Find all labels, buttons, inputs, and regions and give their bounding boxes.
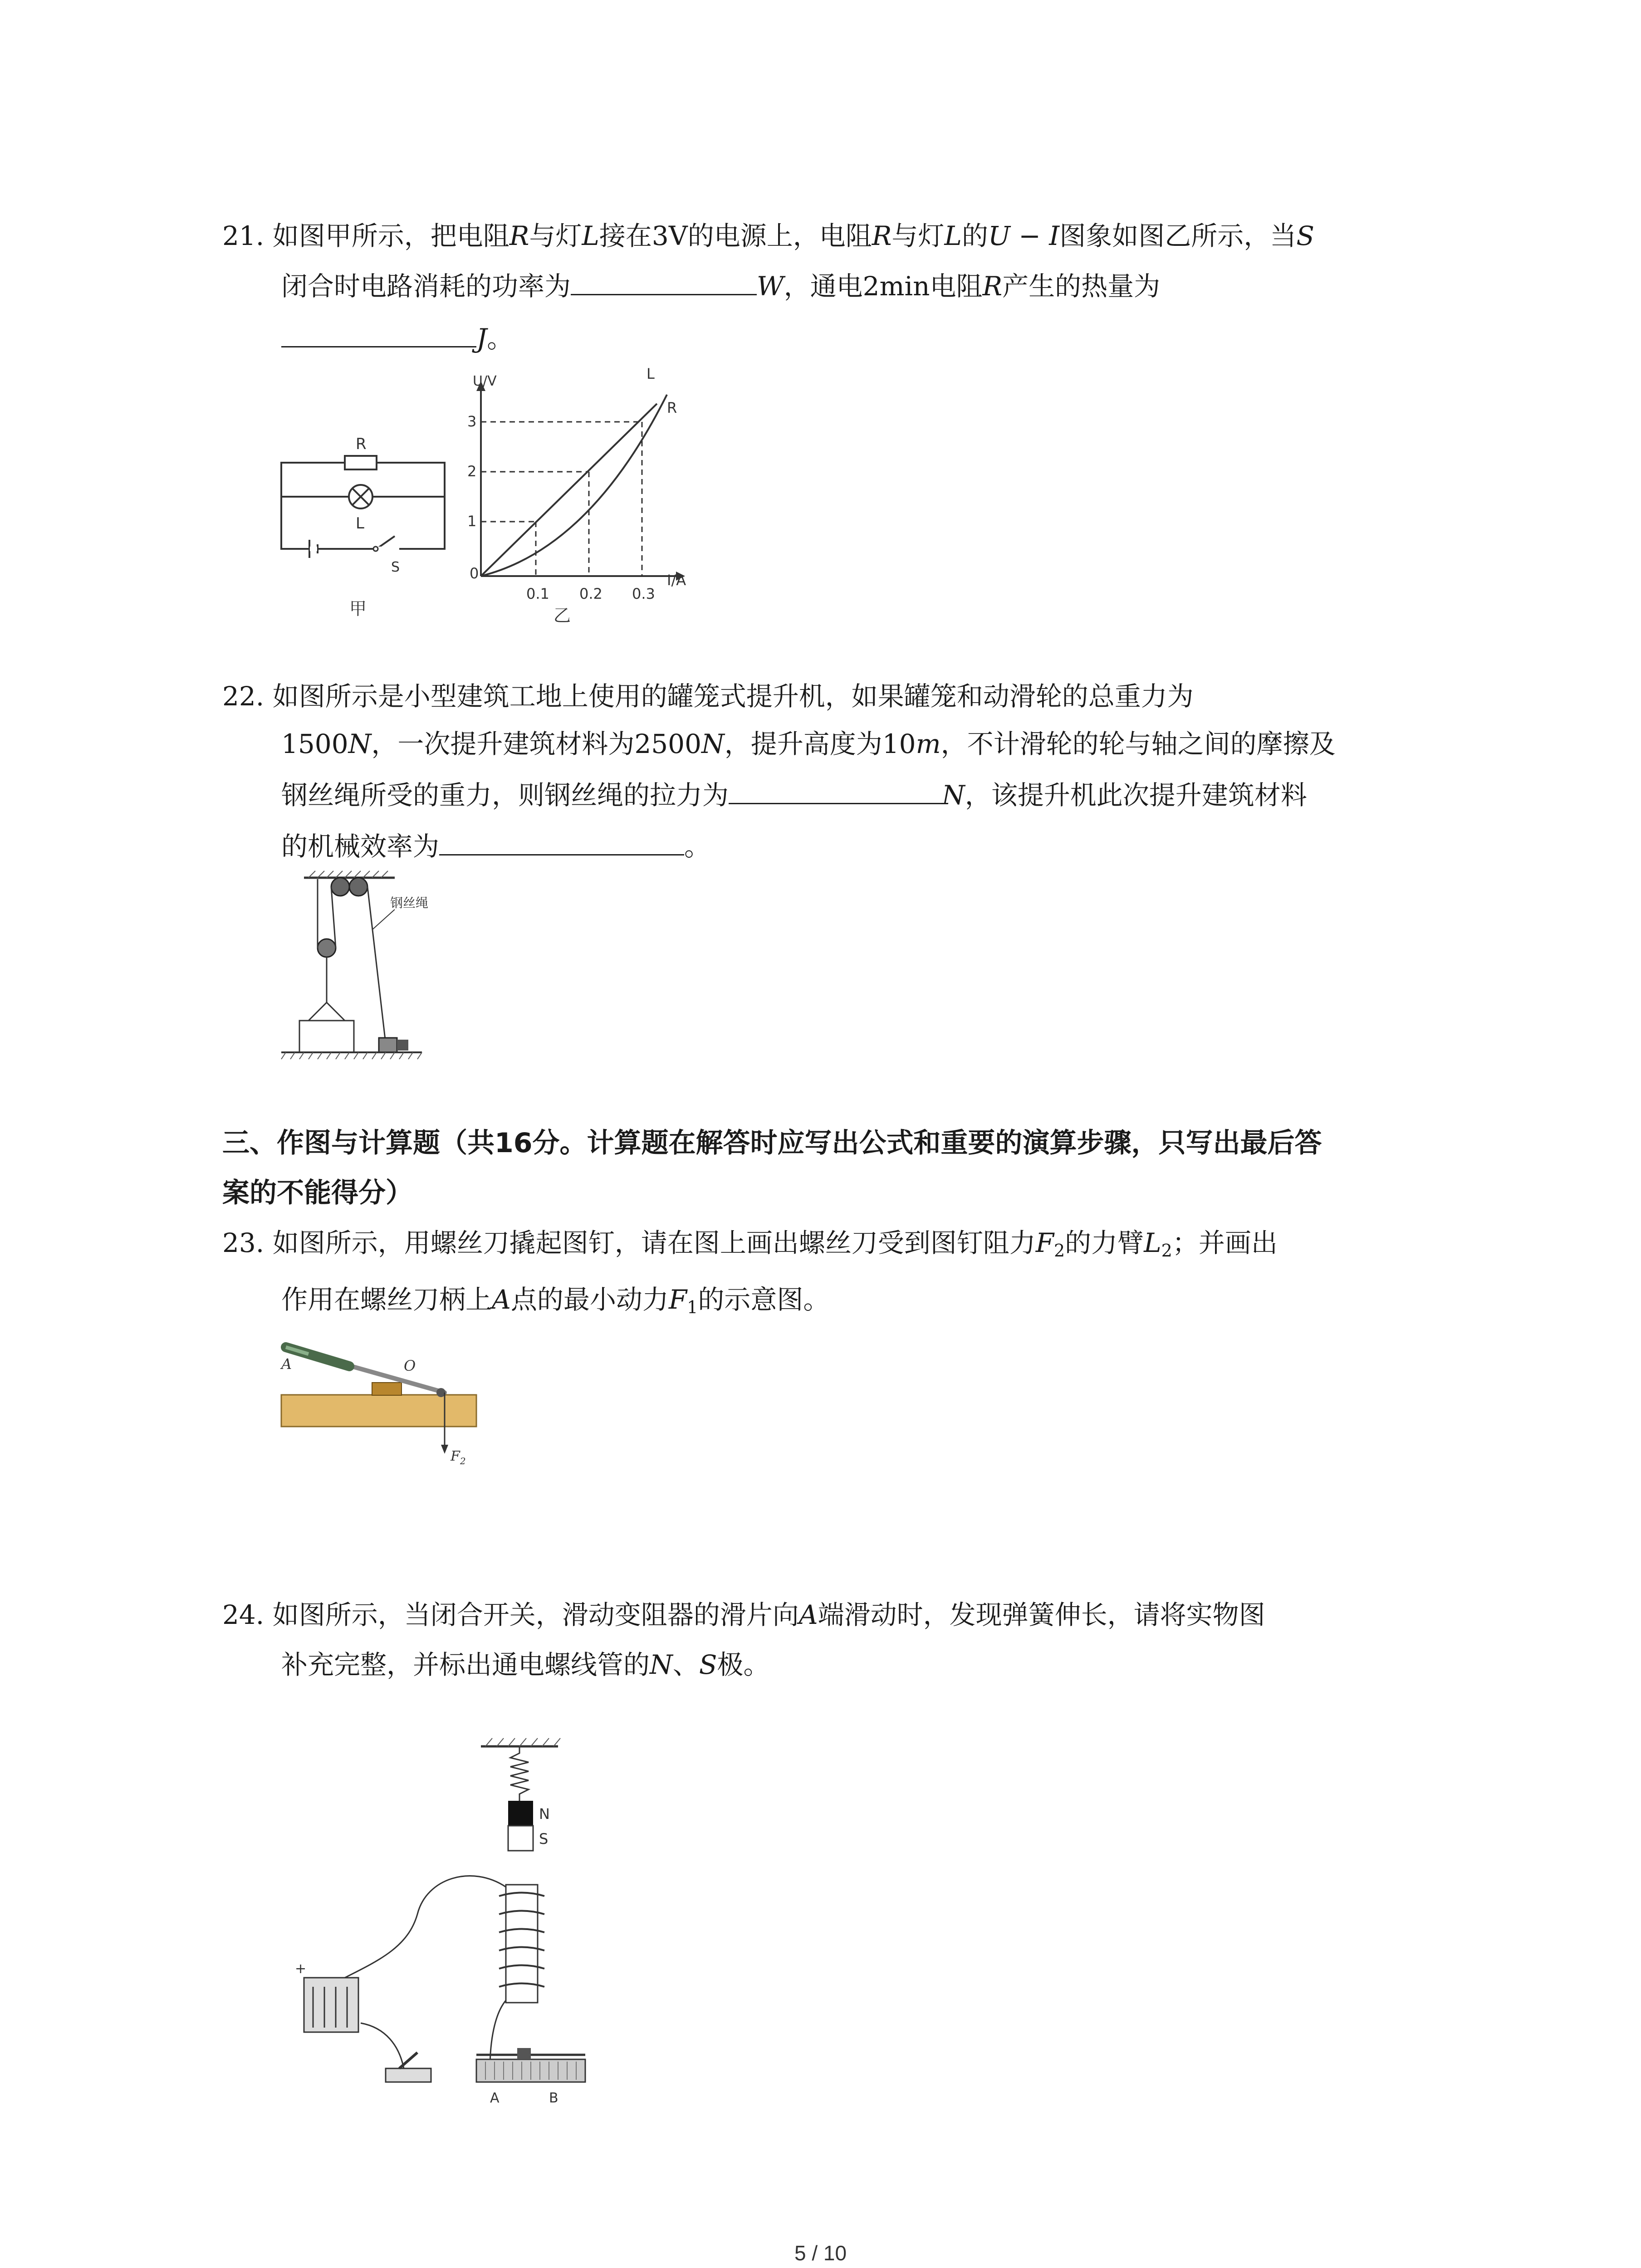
label-R: R xyxy=(356,435,367,453)
q22-answer-blank-efficiency[interactable] xyxy=(439,828,684,855)
caption-yi: 乙 xyxy=(554,606,571,626)
rheostat-A-label: A xyxy=(490,2090,500,2106)
q22-line4: 的机械效率为 。 xyxy=(281,828,710,865)
q22-answer-blank-tension[interactable] xyxy=(729,777,942,804)
force-F2-label: $F_2$ xyxy=(451,1448,466,1466)
x-tick-0.1: 0.1 xyxy=(526,585,549,602)
q24-solenoid-figure xyxy=(281,1733,644,2123)
q22-number: 22. xyxy=(222,681,265,712)
x-tick-0.3: 0.3 xyxy=(632,585,655,602)
y-tick-1: 1 xyxy=(467,513,477,530)
y-tick-3: 3 xyxy=(467,413,477,430)
q21-number: 21. xyxy=(222,220,265,251)
caption-jia: 甲 xyxy=(349,599,367,619)
curve-L-label: L xyxy=(647,365,655,382)
page-number: 5 / 10 xyxy=(794,2241,847,2265)
section-3-heading: 三、作图与计算题（共16分。计算题在解答时应写出公式和重要的演算步骤，只写出最后答 xyxy=(222,1127,1322,1159)
magnet-S-label: S xyxy=(539,1830,549,1848)
steel-rope-label: 钢丝绳 xyxy=(390,895,429,910)
q22-hoist-figure xyxy=(272,866,463,1075)
q22-line3: 钢丝绳所受的重力，则钢丝绳的拉力为 N，该提升机此次提升建筑材料 xyxy=(281,777,1307,813)
magnet-N-label: N xyxy=(539,1805,550,1823)
q24-line2: 补充完整，并标出通电螺线管的N、S极。 xyxy=(281,1649,770,1680)
q21-ui-graph xyxy=(454,358,708,626)
y-axis-label: U/V xyxy=(473,373,497,389)
q24-number: 24. xyxy=(222,1599,265,1630)
q22-line2: 1500N，一次提升建筑材料为2500N，提升高度为10m，不计滑轮的轮与轴之间的摩擦及 xyxy=(281,728,1336,759)
origin-label: 0 xyxy=(470,565,479,582)
q23-number: 23. xyxy=(222,1227,265,1258)
q21-line3: J。 xyxy=(281,320,513,357)
point-A-label: A xyxy=(281,1355,292,1373)
q21-line2: 闭合时电路消耗的功率为 W，通电2min电阻R产生的热量为 xyxy=(281,268,1160,304)
battery-plus-label: + xyxy=(295,1961,307,1977)
q24-line1: 24. 如图所示，当闭合开关，滑动变阻器的滑片向A端滑动时，发现弹簧伸长，请将实物图 xyxy=(222,1599,1265,1630)
q21-answer-blank-power[interactable] xyxy=(571,268,757,295)
x-tick-0.2: 0.2 xyxy=(579,585,603,602)
q23-line1: 23. 如图所示，用螺丝刀撬起图钉，请在图上画出螺丝刀受到图钉阻力$F_2$的力臂$L_2$；并画出 xyxy=(222,1227,1278,1261)
label-S: S xyxy=(391,559,400,575)
q21-circuit-diagram xyxy=(272,431,463,626)
y-tick-2: 2 xyxy=(467,463,477,480)
q21-line1: 21. 如图甲所示，把电阻R与灯L接在3V的电源上，电阻R与灯L的U − I图象如图乙所示，当S xyxy=(222,220,1314,251)
q21-answer-blank-heat[interactable] xyxy=(281,320,476,347)
q23-screwdriver-figure xyxy=(272,1325,499,1479)
curve-R-label: R xyxy=(667,399,677,416)
q22-line1: 22. 如图所示是小型建筑工地上使用的罐笼式提升机，如果罐笼和动滑轮的总重力为 xyxy=(222,681,1194,712)
label-L: L xyxy=(356,514,364,533)
q23-line2: 作用在螺丝刀柄上A点的最小动力$F_1$的示意图。 xyxy=(281,1284,830,1317)
x-axis-label: I/A xyxy=(667,572,686,589)
section-3-heading-cont: 案的不能得分） xyxy=(222,1177,413,1209)
point-O-label: O xyxy=(404,1357,416,1374)
rheostat-B-label: B xyxy=(549,2090,558,2106)
